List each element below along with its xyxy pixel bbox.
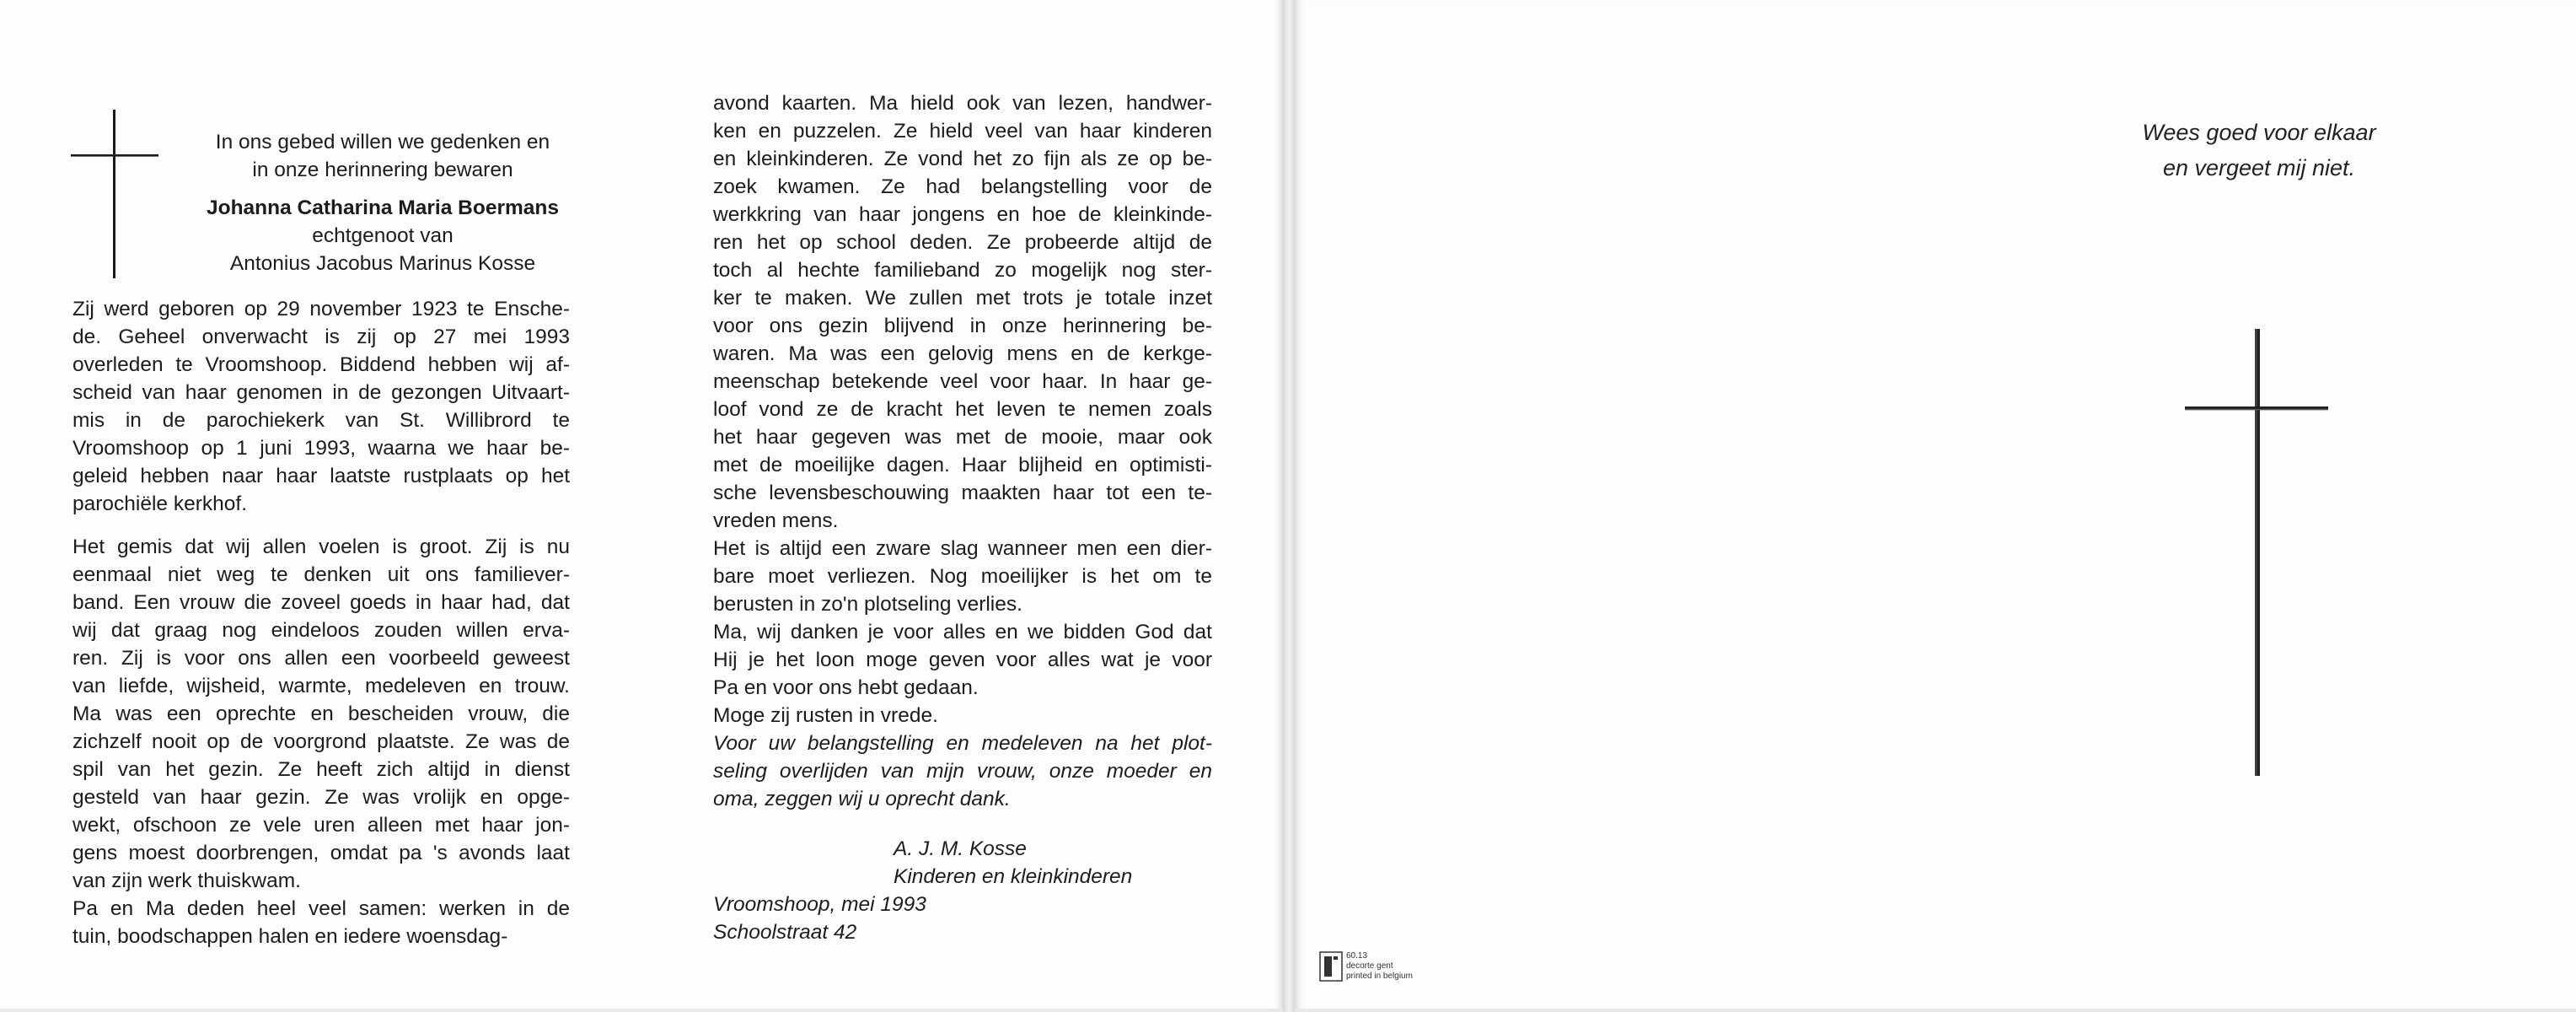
thanks-paragraph — [713, 729, 1212, 813]
text-line: geleid hebben naar haar laatste rustplaats op het — [72, 465, 570, 487]
signature-block — [713, 835, 1212, 946]
biography-paragraph-2 — [72, 533, 570, 950]
text-line: Pa en Ma deden heel veel samen: werken in de — [72, 897, 570, 920]
text-line: mis in de parochiekerk van St. Willibrord te — [72, 409, 570, 432]
text-line: werkkring van haar jongens en hoe de kleinkinde- — [713, 203, 1212, 226]
text-line: vreden mens. — [713, 509, 839, 532]
text-line: seling overlijden van mijn vrouw, onze moeder en — [713, 760, 1212, 783]
biography-paragraph-1 — [72, 295, 570, 518]
text-line: gens moest doorbrengen, omdat pa 's avonds laat — [72, 842, 570, 864]
verse-line-2: en vergeet mij niet. — [2162, 155, 2356, 180]
printer-mark — [1319, 951, 1446, 988]
text-line: zichzelf nooit op de voorgrond plaatste. Ze was de — [72, 730, 570, 753]
text-line: Ma, wij danken je voor alles en we bidden God dat — [713, 621, 1212, 643]
text-line: Voor uw belangstelling en medeleven na het plot- — [713, 732, 1212, 755]
text-line: zoek kwamen. Ze had belangstelling voor de — [713, 175, 1212, 198]
spouse-name: Antonius Jacobus Marinus Kosse — [229, 252, 536, 275]
printer-code: 60.13 — [1346, 951, 1368, 961]
text-line: met de moeilijke dagen. Haar blijheid en optimisti- — [713, 454, 1212, 476]
text-line: ker te maken. We zullen met trots je totale inzet — [713, 287, 1212, 310]
text-line: overleden te Vroomshoop. Biddend hebben wij af- — [72, 353, 570, 376]
verse-line-1: Wees goed voor elkaar — [2142, 120, 2376, 145]
text-line: Pa en voor ons hebt gedaan. — [713, 676, 979, 699]
printer-note: printed in belgium — [1346, 972, 1413, 981]
text-line: meenschap betekende veel voor haar. In haar ge- — [713, 370, 1212, 393]
text-line: waren. Ma was een gelovig mens en de kerkge- — [713, 342, 1212, 365]
text-line: en kleinkinderen. Ze vond het zo fijn als ze op be- — [713, 148, 1212, 170]
text-line: sche levensbeschouwing maakten haar tot een te- — [713, 482, 1212, 504]
text-line: ken en puzzelen. Ze hield veel van haar kinderen — [713, 120, 1212, 143]
text-line: eenmaal niet weg te denken uit ons familiever- — [72, 563, 570, 586]
text-line: de. Geheel onverwacht is zij op 27 mei 1993 — [72, 326, 570, 348]
text-line: oma, zeggen wij u oprecht dank. — [713, 788, 1011, 810]
signature-place-date: Vroomshoop, mei 1993 — [713, 893, 926, 916]
text-line: band. Een vrouw die zoveel goeds in haar had, dat — [72, 591, 570, 614]
biography-paragraph-3 — [713, 89, 1212, 729]
card-header — [177, 128, 588, 277]
signature-family: Kinderen en kleinkinderen — [894, 865, 1133, 888]
text-line: wij dat graag nog eindeloos zouden willen erva- — [72, 619, 570, 642]
text-line: Vroomshoop op 1 juni 1993, waarna we haar be- — [72, 437, 570, 460]
intro-line-1: In ons gebed willen we gedenken en — [215, 131, 550, 153]
biography-column-middle — [713, 89, 1212, 813]
text-line: gesteld van haar gezin. Ze was vrolijk en opge- — [72, 786, 570, 809]
text-line: van zijn werk thuiskwam. — [72, 869, 301, 892]
biography-column-left — [72, 295, 570, 950]
text-line: het haar gegeven was met de mooie, maar ook — [713, 426, 1212, 449]
text-line: Het gemis dat wij allen voelen is groot. Zij is nu — [72, 536, 570, 558]
text-line: berusten in zo'n plotseling verlies. — [713, 593, 1022, 616]
text-line: Moge zij rusten in vrede. — [713, 704, 938, 727]
small-cross-icon — [71, 110, 158, 278]
relation-text: echtgenoot van — [312, 224, 453, 247]
signature-name: A. J. M. Kosse — [894, 837, 1027, 860]
closing-verse — [2023, 115, 2495, 186]
text-line: avond kaarten. Ma hield ook van lezen, handwer- — [713, 92, 1212, 115]
text-line: loof vond ze de kracht het leven te nemen zoals — [713, 398, 1212, 421]
text-line: toch al hechte familieband zo mogelijk nog ster- — [713, 259, 1212, 282]
text-line: wekt, ofschoon ze vele uren alleen met haar jon- — [72, 814, 570, 837]
text-line: bare moet verliezen. Nog moeilijker is het om te — [713, 565, 1212, 588]
text-line: ren het op school deden. Ze probeerde altijd de — [713, 231, 1212, 254]
text-line: Het is altijd een zware slag wanneer men een dier- — [713, 537, 1212, 560]
signature-address: Schoolstraat 42 — [713, 921, 857, 944]
printer-name: decorte gent — [1346, 961, 1393, 971]
text-line: parochiële kerkhof. — [72, 493, 248, 515]
text-line: scheid van haar genomen in de gezongen Uitvaart- — [72, 381, 570, 404]
large-cross-icon — [2185, 329, 2328, 776]
text-line: Zij werd geboren op 29 november 1923 te Ensche- — [72, 298, 570, 320]
text-line: spil van het gezin. Ze heeft zich altijd in dienst — [72, 758, 570, 781]
deceased-name: Johanna Catharina Maria Boermans — [207, 196, 559, 219]
text-line: tuin, boodschappen halen en iedere woensdag- — [72, 925, 508, 948]
text-line: Hij je het loon moge geven voor alles wat je voor — [713, 649, 1212, 671]
text-line: van liefde, wijsheid, warmte, medeleven en trouw. — [72, 675, 570, 697]
text-line: ren. Zij is voor ons allen een voorbeeld geweest — [72, 647, 570, 670]
card-fold — [1283, 0, 1295, 1012]
printer-logo-icon — [1319, 951, 1343, 982]
text-line: Ma was een oprechte en bescheiden vrouw, die — [72, 702, 570, 725]
intro-line-2: in onze herinnering bewaren — [252, 159, 513, 181]
text-line: voor ons gezin blijvend in onze herinnering be- — [713, 315, 1212, 337]
